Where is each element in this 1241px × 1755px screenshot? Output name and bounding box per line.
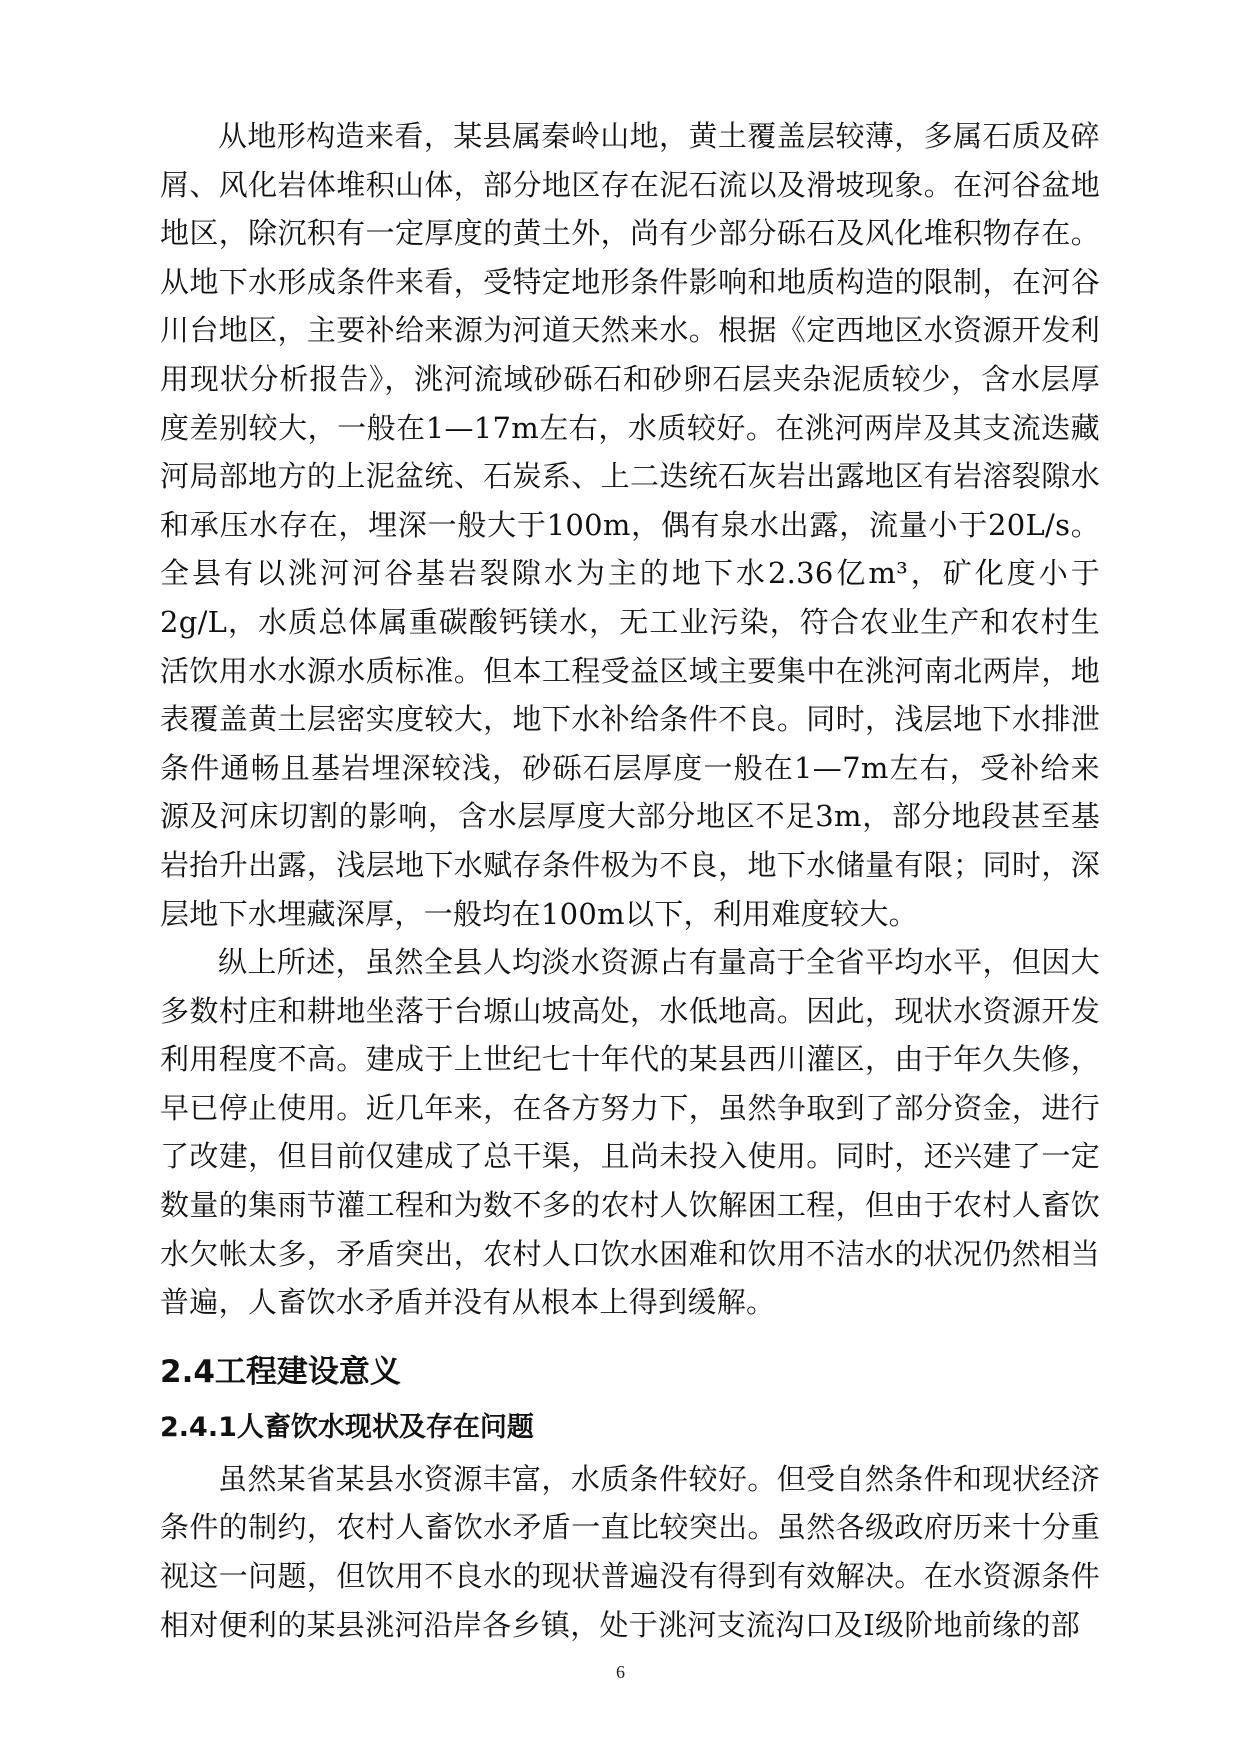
paragraph-drinking-water: 虽然某省某县水资源丰富，水质条件较好。但受自然条件和现状经济条件的制约，农村人畜饮水矛盾一直比较突出。虽然各级政府历来十分重视这一问题，但饮用不良水的现状普遍没有得到有效解决。在水资源条件相对便利的某县洮河沿岸各乡镇，处于洮河支流沟口及Ⅰ级阶地前缘的部 (160, 1461, 1100, 1642)
paragraph-summary: 纵上所述，虽然全县人均淡水资源占有量高于全省平均水平，但因大多数村庄和耕地坐落于台塬山坡高处，水低地高。因此，现状水资源开发利用程度不高。建成于上世纪七十年代的某县西川灌区，由于年久失修，早已停止使用。近几年来，在各方努力下，虽然争取到了部分资金，进行了改建，但目前仅建成了总干渠，且尚未投入使用。同时，还兴建了一定数量的集雨节灌工程和为数不多的农村人饮解困工程，但由于农村人畜饮水欠帐太多，矛盾突出，农村人口饮水困难和饮用不洁水的状况仍然相当普遍，人畜饮水矛盾并没有从根本上得到缓解。 (160, 945, 1100, 1320)
document-page (160, 112, 1100, 1649)
section-heading: 2.4工程建设意义 (160, 1353, 401, 1390)
page-number: 6 (616, 1662, 625, 1682)
subsection-heading: 2.4.1人畜饮水现状及存在问题 (160, 1411, 534, 1443)
paragraph-groundwater: 从地形构造来看，某县属秦岭山地，黄土覆盖层较薄，多属石质及碎屑、风化岩体堆积山体，部分地区存在泥石流以及滑坡现象。在河谷盆地地区，除沉积有一定厚度的黄土外，尚有少部分砾石及风化堆积物存在。从地下水形成条件来看，受特定地形条件影响和地质构造的限制，在河谷川台地区，主要补给来源为河道天然来水。根据《定西地区水资源开发利用现状分析报告》，洮河流域砂砾石和砂卵石层夹杂泥质较少，含水层厚度差别较大，一般在1—17m左右，水质较好。在洮河两岸及其支流迭藏河局部地方的上泥盆统、石炭系、上二迭统石灰岩出露地区有岩溶裂隙水和承压水存在，埋深一般大于100m，偶有泉水出露，流量小于20L/s。全县有以洮河河谷基岩裂隙水为主的地下水2.36亿m³，矿化度小于2g/L，水质总体属重碳酸钙镁水，无工业污染，符合农业生产和农村生活饮用水水源水质标准。但本工程受益区域主要集中在洮河南北两岸，地表覆盖黄土层密实度较大，地下水补给条件不良。同时，浅层地下水排泄条件通畅且基岩埋深较浅，砂砾石层厚度一般在1—7m左右，受补给来源及河床切割的影响，含水层厚度大部分地区不足3m，部分地段甚至基岩抬升出露，浅层地下水赋存条件极为不良，地下水储量有限；同时，深层地下水埋藏深厚，一般均在100m以下，利用难度较大。 (160, 119, 1100, 931)
